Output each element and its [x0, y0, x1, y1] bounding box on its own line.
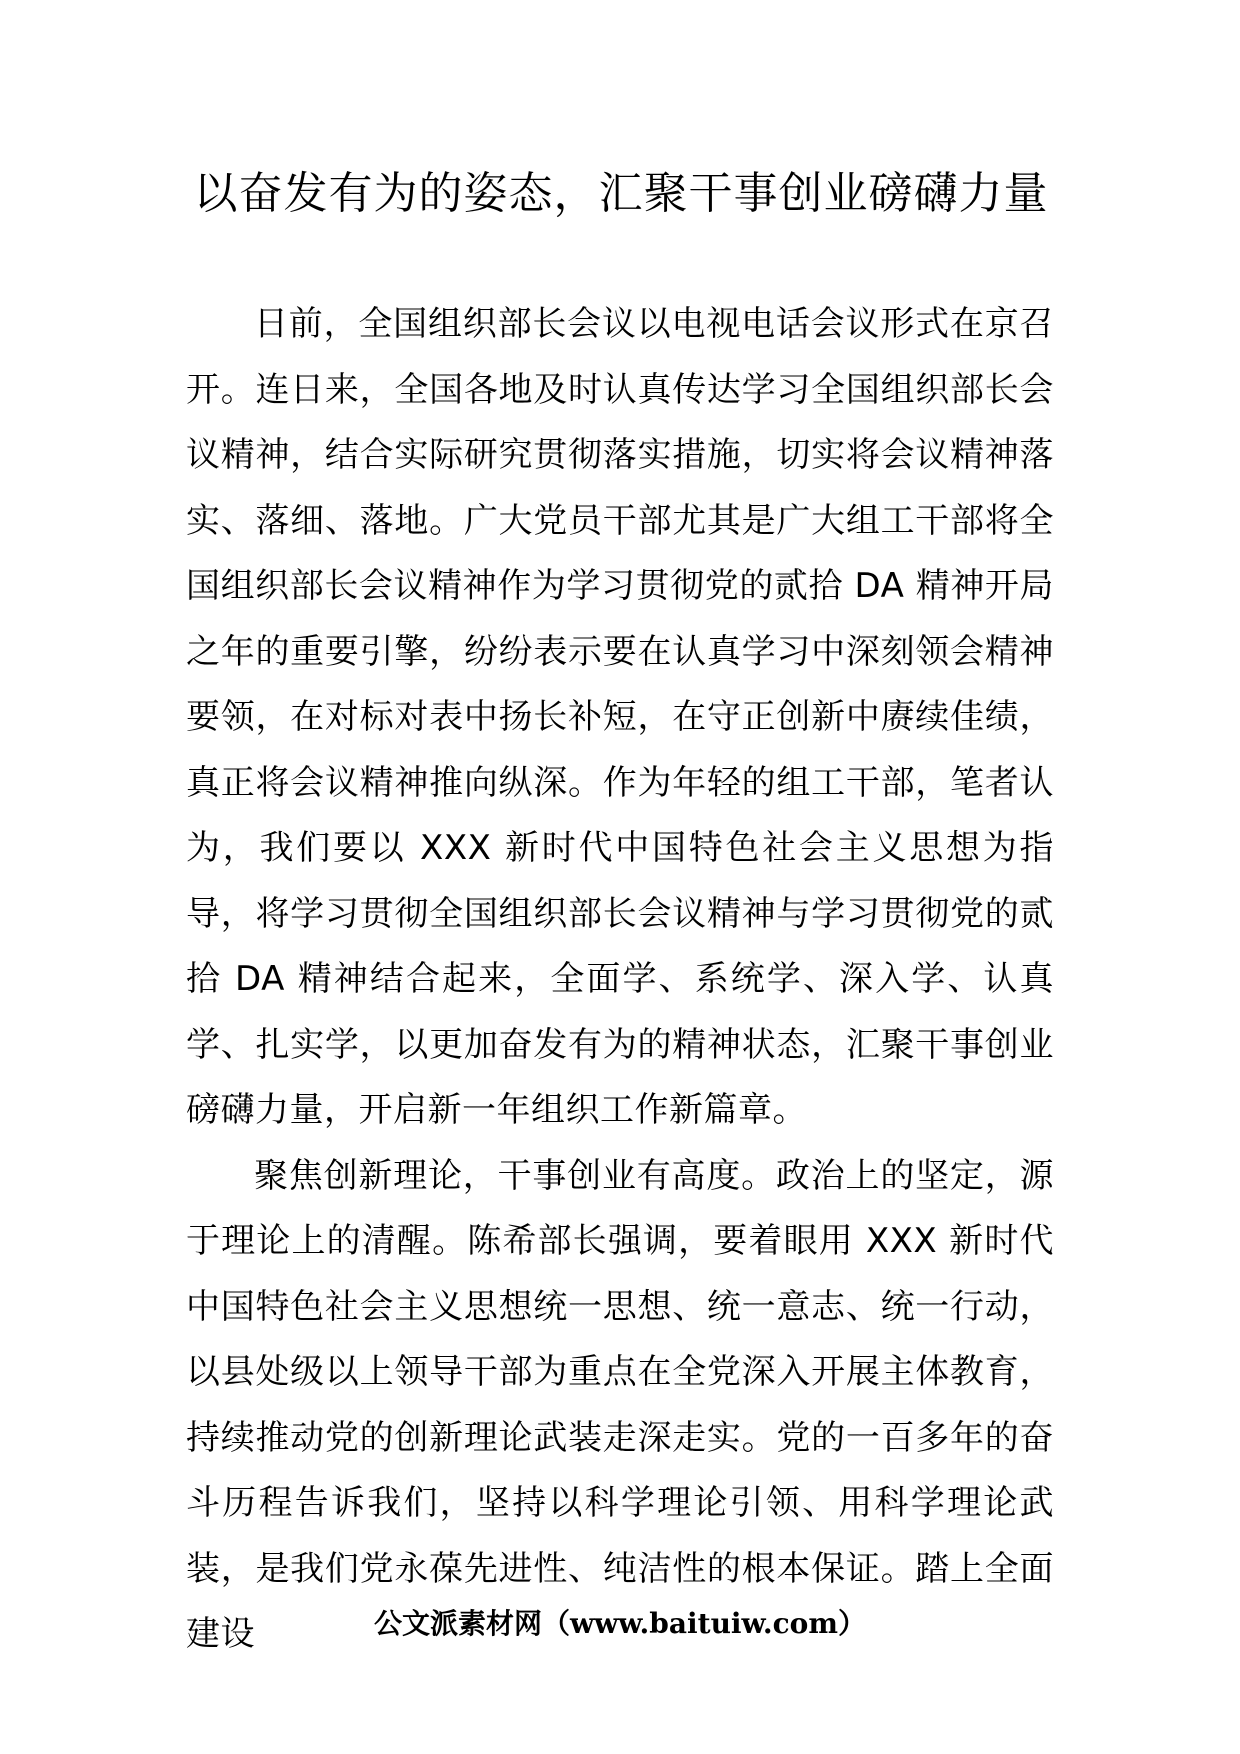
document-title: 以奋发有为的姿态，汇聚干事创业磅礴力量: [193, 168, 1049, 219]
footer-watermark: 公文派素材网（www.baituiw.com）: [374, 1607, 866, 1640]
paragraph-1: 日前，全国组织部长会议以电视电话会议形式在京召开。连日来，全国各地及时认真传达学习全国组织部长会议精神，结合实际研究贯彻落实措施，切实将会议精神落实、落细、落地。广大党员干部尤其是广大组工干部将全国组织部长会议精神作为学习贯彻党的贰拾 DA 精神开局之年的重要引擎，纷纷表示要在认真学习中深刻领会精神要领，在对标对表中扬长补短，在守正创新中赓续佳绩，真正将会议精神推向纵深。作为年轻的组工干部，笔者认为，我们要以 XXX 新时代中国特色社会主义思想为指导，将学习贯彻全国组织部长会议精神与学习贯彻党的贰拾 DA 精神结合起来，全面学、系统学、深入学、认真学、扎实学，以更加奋发有为的精神状态，汇聚干事创业磅礴力量，开启新一年组织工作新篇章。: [186, 304, 1054, 1130]
document-body: [186, 292, 1054, 1668]
paragraph-2: 聚焦创新理论，干事创业有高度。政治上的坚定，源于理论上的清醒。陈希部长强调，要着眼用 XXX 新时代中国特色社会主义思想统一思想、统一意志、统一行动，以县处级以上领导干部为重点在全党深入开展主体教育，持续推动党的创新理论武装走深走实。党的一百多年的奋斗历程告诉我们，坚持以科学理论引领、用科学理论武装，是我们党永葆先进性、纯洁性的根本保证。踏上全面建设: [186, 1155, 1054, 1654]
